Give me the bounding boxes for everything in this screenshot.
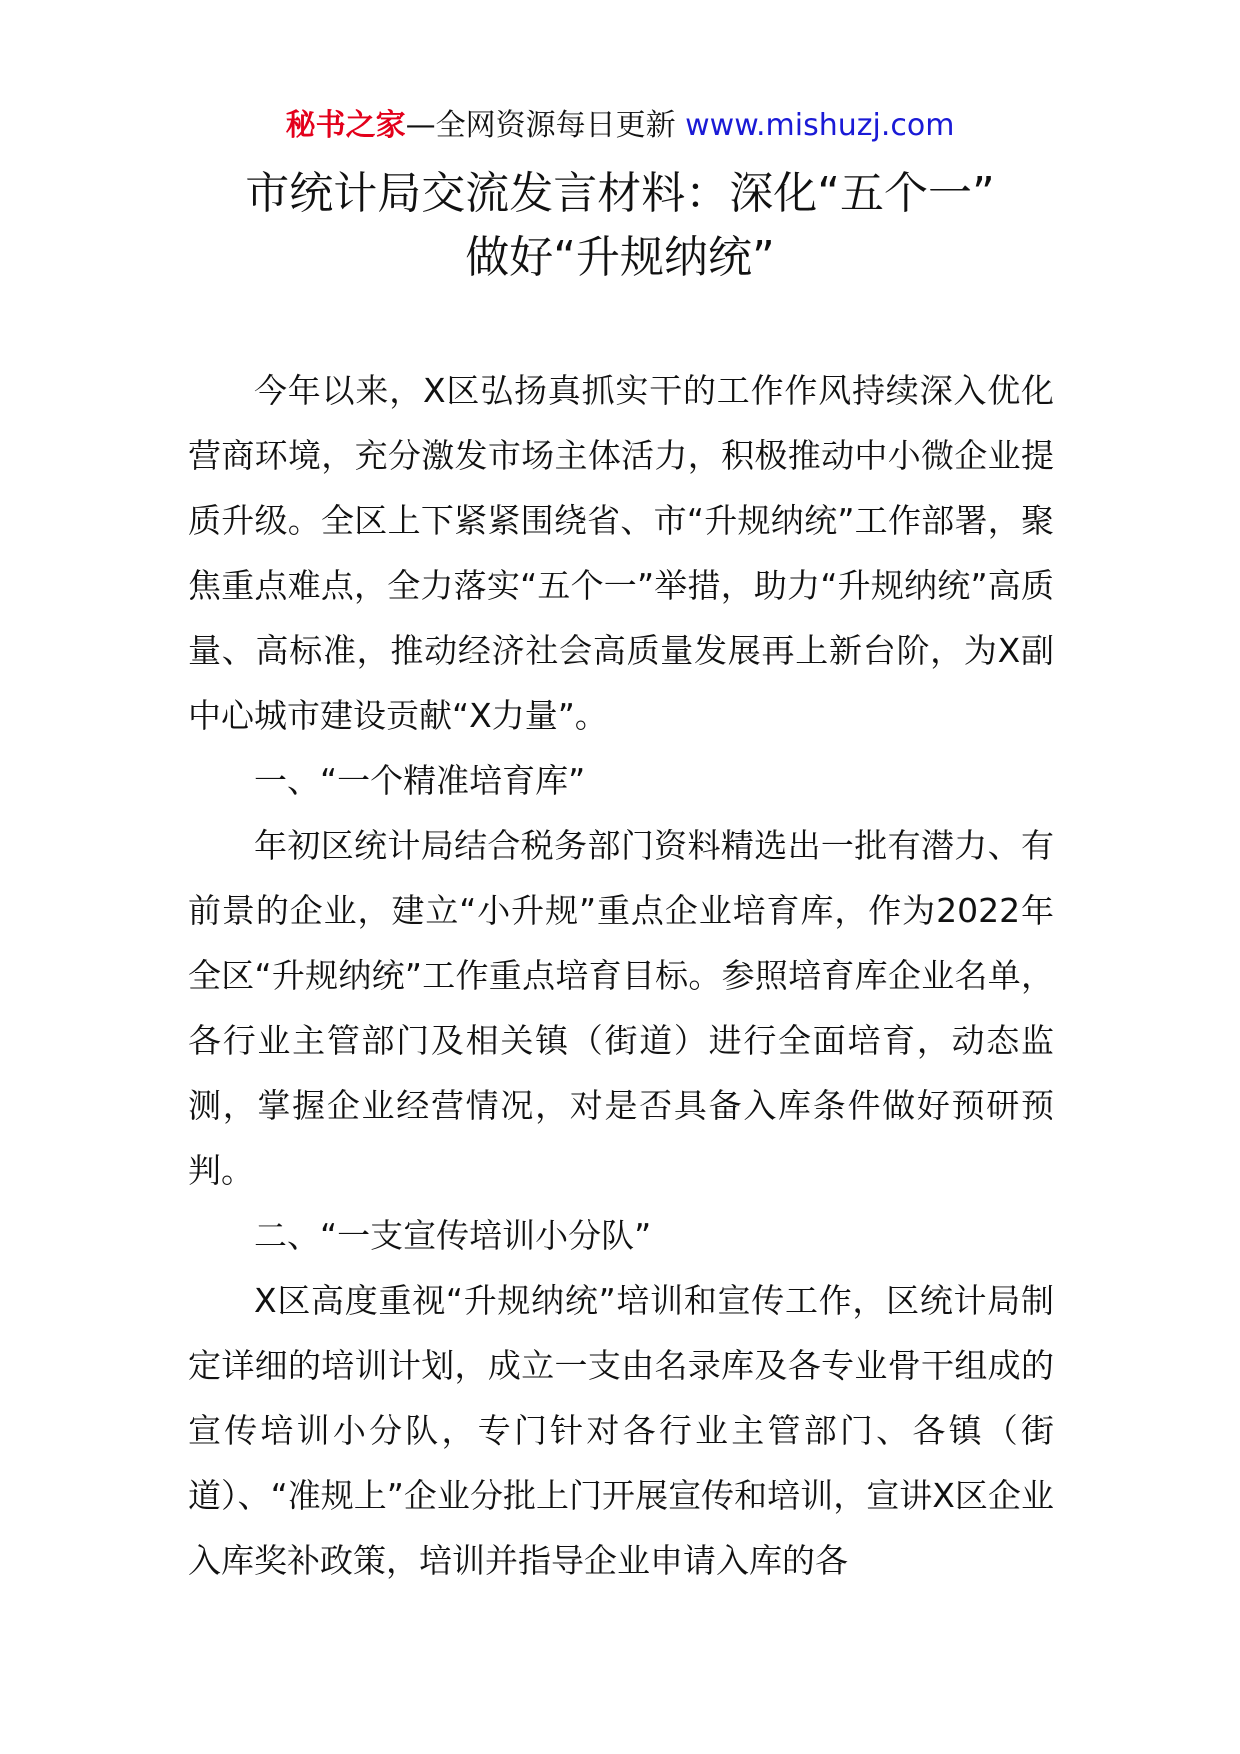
document-body [188, 358, 1054, 1593]
section-heading-2: 二、“一支宣传培训小分队” [254, 1216, 652, 1255]
title-line-2: 做好“升规纳统” [465, 232, 775, 283]
paragraph-section-1: 年初区统计局结合税务部门资料精选出一批有潜力、有前景的企业，建立“小升规”重点企业培育库，作为2022年全区“升规纳统”工作重点培育目标。参照培育库企业名单，各行业主管部门及相关镇（街道）进行全面培育，动态监测，掌握企业经营情况，对是否具备入库条件做好预研预判。 [188, 826, 1054, 1190]
site-url-link[interactable]: www.mishuzj.com [685, 108, 955, 143]
section-heading-1: 一、“一个精准培育库” [254, 761, 586, 800]
site-header [0, 104, 1240, 148]
paragraph-intro: 今年以来，X区弘扬真抓实干的工作作风持续深入优化营商环境，充分激发市场主体活力，积极推动中小微企业提质升级。全区上下紧紧围绕省、市“升规纳统”工作部署，聚焦重点难点，全力落实“五个一”举措，助力“升规纳统”高质量、高标准，推动经济社会高质量发展再上新台阶，为X副中心城市建设贡献“X力量”。 [188, 371, 1054, 735]
brand-name: 秘书之家 [285, 108, 406, 143]
document-title [0, 162, 1240, 290]
title-line-1: 市统计局交流发言材料：深化“五个一” [245, 168, 995, 219]
header-tagline: —全网资源每日更新 [405, 108, 676, 143]
paragraph-section-2: X区高度重视“升规纳统”培训和宣传工作，区统计局制定详细的培训计划，成立一支由名录库及各专业骨干组成的宣传培训小分队，专门针对各行业主管部门、各镇（街道）、“准规上”企业分批上门开展宣传和培训，宣讲X区企业入库奖补政策，培训并指导企业申请入库的各 [188, 1281, 1054, 1580]
